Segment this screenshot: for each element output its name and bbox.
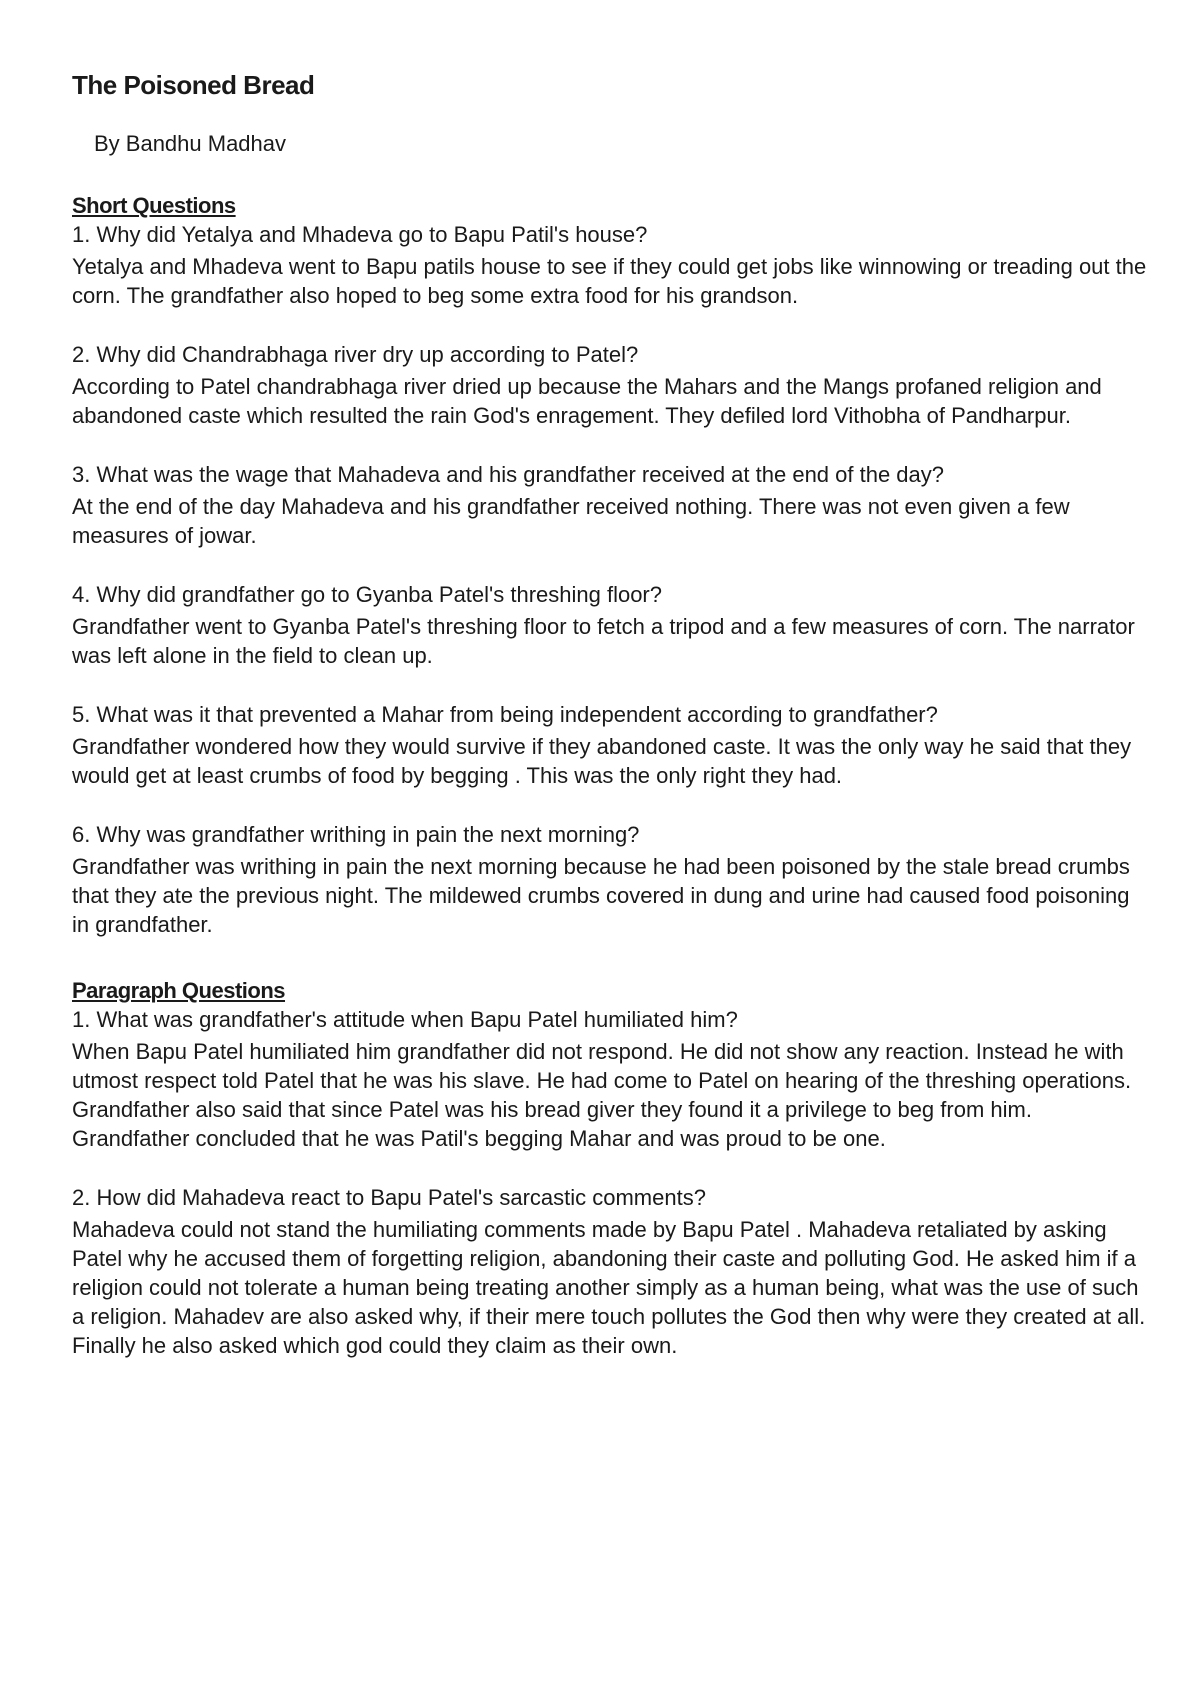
question-text: 6. Why was grandfather writhing in pain the next morning? — [72, 822, 640, 847]
question-text: 1. What was grandfather's attitude when Bapu Patel humiliated him? — [72, 1007, 738, 1032]
qa-item — [72, 580, 1147, 670]
qa-item — [72, 1005, 1147, 1153]
author-byline: By Bandhu Madhav — [94, 131, 287, 156]
question-text: 3. What was the wage that Mahadeva and his grandfather received at the end of the day? — [72, 462, 945, 487]
answer-text: Mahadeva could not stand the humiliating comments made by Bapu Patel . Mahadeva retaliated by asking Patel why he accused them of forgetting religion, abandoning their caste and polluting God. He asked him if a religion could not tolerate a human being treating another simply as a human being, what was the use of such a religion. Mahadev are also asked why, if their mere touch pollutes the God then why were they created at all. Finally he also asked which god could they claim as their own. — [72, 1217, 1146, 1358]
question-text: 2. Why did Chandrabhaga river dry up according to Patel? — [72, 342, 639, 367]
qa-item — [72, 1183, 1147, 1360]
question-text: 2. How did Mahadeva react to Bapu Patel's sarcastic comments? — [72, 1185, 706, 1210]
answer-text: Grandfather wondered how they would survive if they abandoned caste. It was the only way he said that they would get at least crumbs of food by begging . This was the only right they had. — [72, 734, 1132, 788]
paragraph-questions-list — [72, 1005, 1147, 1360]
document-page — [72, 70, 1147, 1360]
question-text: 4. Why did grandfather go to Gyanba Patel's threshing floor? — [72, 582, 662, 607]
qa-item — [72, 340, 1147, 430]
answer-text: Yetalya and Mhadeva went to Bapu patils house to see if they could get jobs like winnowing or treading out the corn. The grandfather also hoped to beg some extra food for his grandson. — [72, 254, 1147, 308]
document-title: The Poisoned Bread — [72, 70, 315, 100]
answer-text: At the end of the day Mahadeva and his grandfather received nothing. There was not even given a few measures of jowar. — [72, 494, 1070, 548]
qa-item — [72, 460, 1147, 550]
paragraph-questions-heading: Paragraph Questions — [72, 978, 286, 1003]
answer-text: Grandfather went to Gyanba Patel's threshing floor to fetch a tripod and a few measures of corn. The narrator was left alone in the field to clean up. — [72, 614, 1135, 668]
answer-text: According to Patel chandrabhaga river dried up because the Mahars and the Mangs profaned religion and abandoned caste which resulted the rain God's enragement. They defiled lord Vithobha of Pandharpur. — [72, 374, 1102, 428]
answer-text: When Bapu Patel humiliated him grandfather did not respond. He did not show any reaction. Instead he with utmost respect told Patel that he was his slave. He had come to Patel on hearing of the threshing operations. Grandfather also said that since Patel was his bread giver they found it a privilege to beg from him. Grandfather concluded that he was Patil's begging Mahar and was proud to be one. — [72, 1039, 1132, 1151]
short-questions-heading: Short Questions — [72, 193, 236, 218]
qa-item — [72, 820, 1147, 939]
question-text: 1. Why did Yetalya and Mhadeva go to Bapu Patil's house? — [72, 222, 648, 247]
question-text: 5. What was it that prevented a Mahar from being independent according to grandfather? — [72, 702, 938, 727]
answer-text: Grandfather was writhing in pain the next morning because he had been poisoned by the stale bread crumbs that they ate the previous night. The mildewed crumbs covered in dung and urine had caused food poisoning in grandfather. — [72, 854, 1130, 937]
short-questions-list — [72, 220, 1147, 939]
qa-item — [72, 220, 1147, 310]
qa-item — [72, 700, 1147, 790]
